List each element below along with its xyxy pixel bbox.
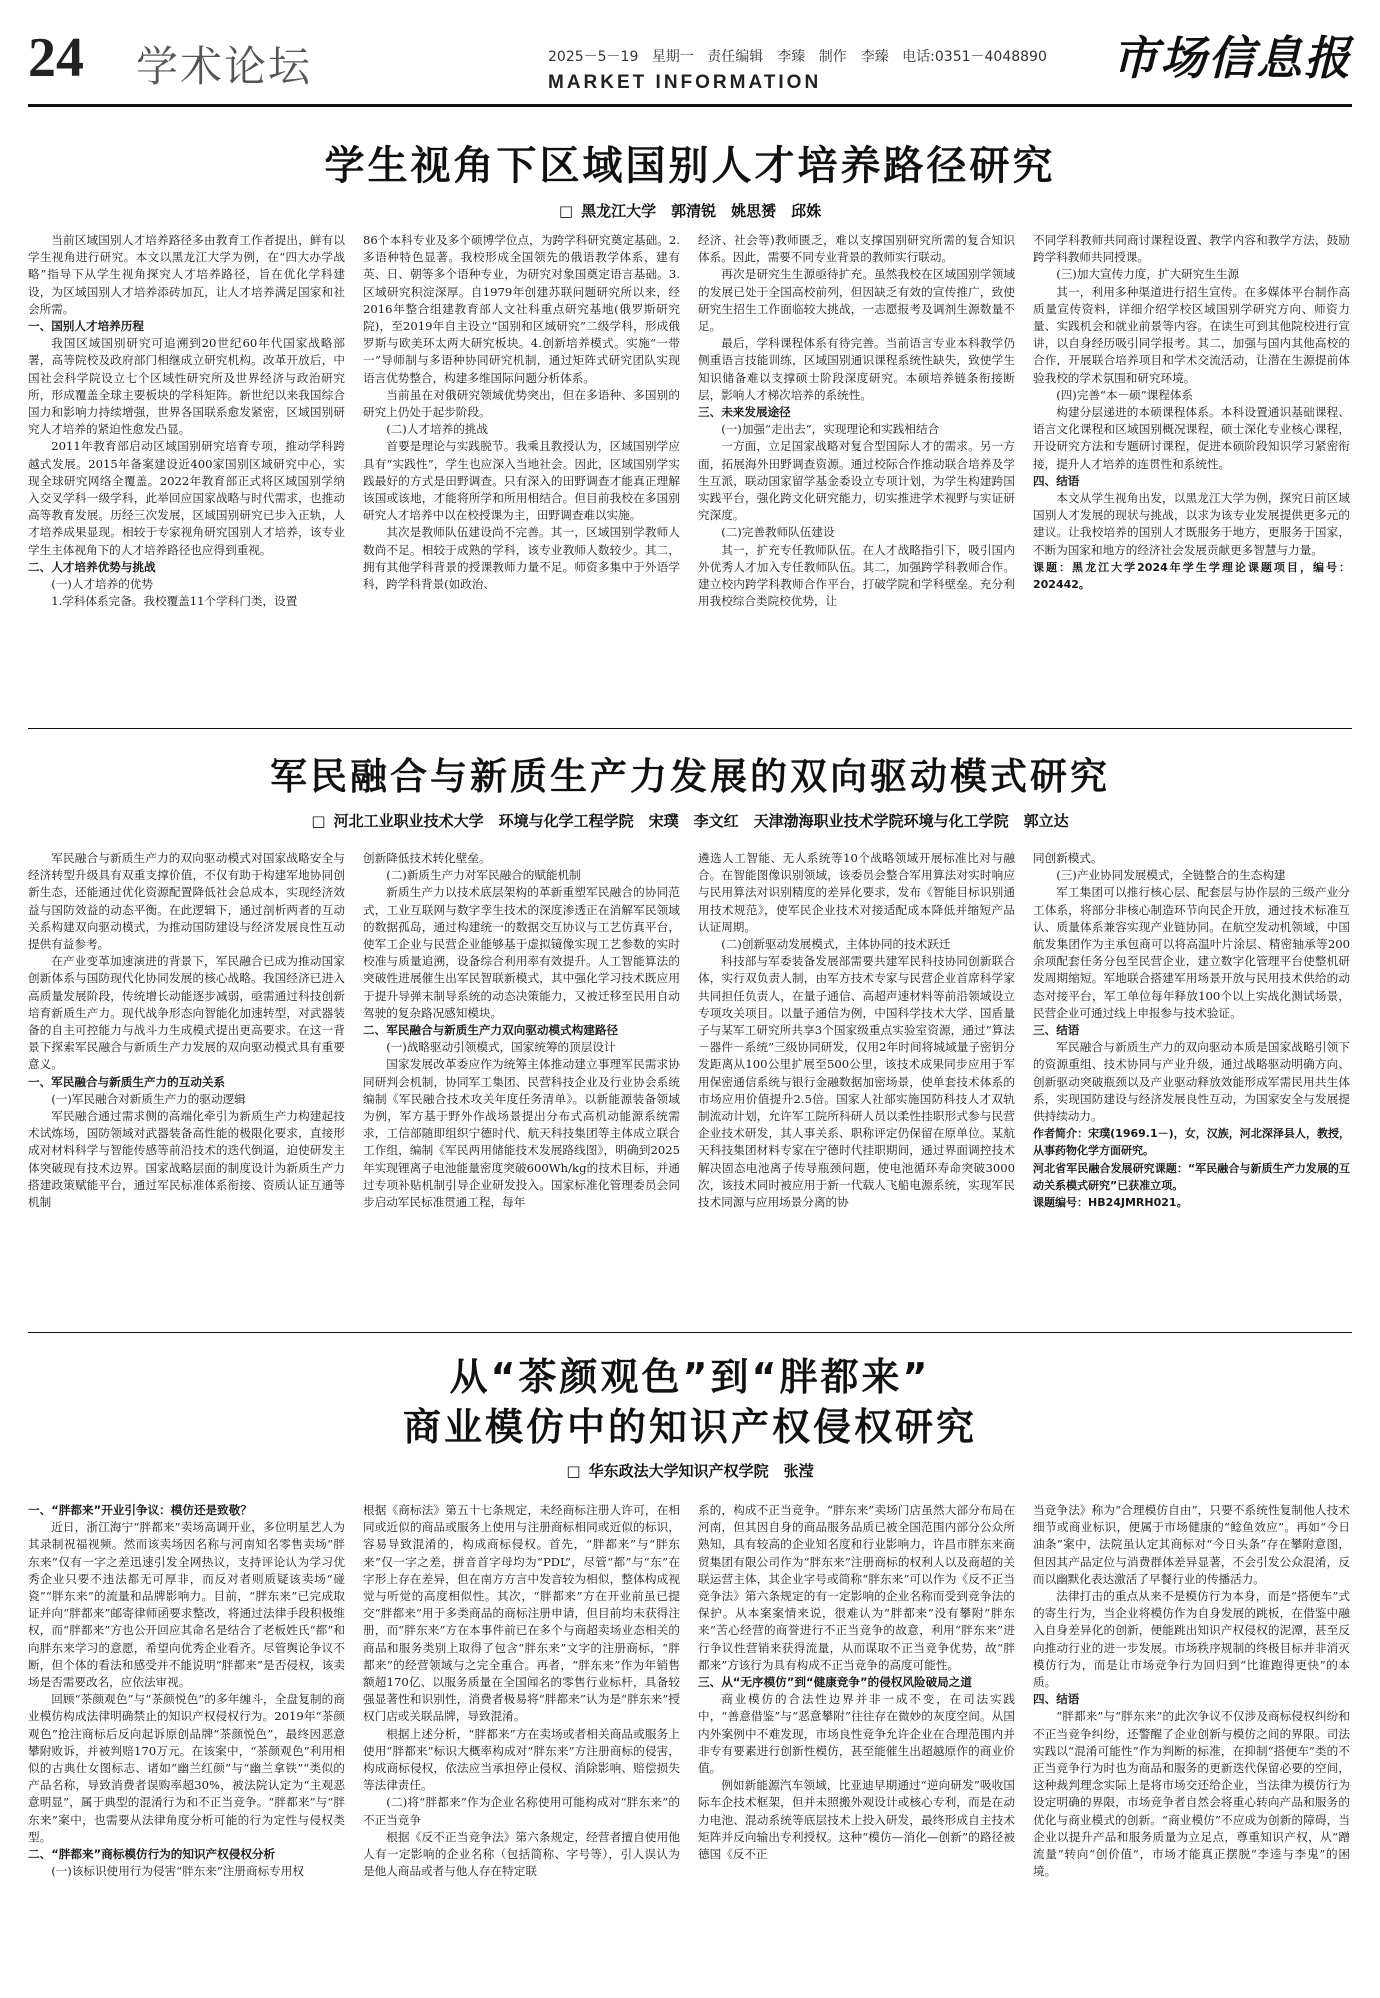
- issue-editor: 责任编辑 李臻: [707, 49, 806, 65]
- body-paragraph: (二)将“胖都来”作为企业名称使用可能构成对“胖东来”的不正当竞争: [363, 1795, 680, 1827]
- body-paragraph: (二)完善教师队伍建设: [721, 525, 835, 540]
- article-note: 课题编号：HB24JMRH021。: [1033, 1196, 1188, 1210]
- article-1-byline: [28, 200, 1352, 221]
- masthead: [28, 18, 1352, 102]
- body-paragraph: 近日，浙江海宁“胖都来”卖场高调开业，多位明星艺人为其录制祝福视频。然而该卖场因名称与河南知名零售卖场“胖东来”仅有一字之差迅速引发全网热议，支持评论认为学习优秀企业只要不违法都无可厚非，而反对者则质疑该卖场“碰瓷”“胖东来”的流量和品牌影响力。目前，“胖东来”已完成取证并向“胖都来”邮寄律师函要求整改，将通过法律手段积极维权，而“胖都来”方也公开回应其命名是结合了老板姓氏“都”和向胖东来学习的意愿，希望向优秀企业看齐。尽管舆论争议不断，但个体的看法和感受并不能说明“胖都来”是否侵权，该卖场是否需要改名，应依法审视。: [28, 1520, 345, 1690]
- body-paragraph: 在产业变革加速演进的背景下，军民融合已成为推动国家创新体系与国防现代化协同发展的核心战略。我国经济已进入高质量发展阶段，传统增长动能逐步减弱，亟需通过科技创新培育新质生产力。现代战争形态向智能化加速转型，对武器装备的自主可控能力与战斗力生成模式提出更高要求。在这一背景下探索军民融合与新质生产力发展的双向驱动模式具有重要意义。: [28, 954, 345, 1072]
- body-paragraph: 新质生产力以技术底层架构的革新重塑军民融合的协同范式，工业互联网与数字孪生技术的深度渗透正在消解军民领域的数据孤岛，通过构建统一的数据交互协议与工艺仿真平台，使军工企业与民营企业能够基于虚拟镜像实现工艺参数的实时校准与质量追溯，设备综合利用率有效提升。人工智能算法的突破性进展催生出军民智联新模式，其中强化学习技术既应用于提升导弹末制导系统的动态决策能力，又被迁移至民用自动驾驶的复杂路况感知模块。: [363, 885, 680, 1020]
- section-title: 学术论坛: [136, 42, 313, 91]
- article-3-column-2: [363, 1502, 680, 1982]
- article-1-column-1: [28, 232, 345, 712]
- article-note: 河北省军民融合发展研究课题：“军民融合与新质生产力发展的互动关系模式研究”已获准立项。: [1033, 1161, 1350, 1192]
- article-1-title: 学生视角下区域国别人才培养路径研究: [324, 143, 1056, 189]
- body-paragraph: 法律打击的重点从来不是模仿行为本身，而是“搭便车”式的寄生行为，当企业将模仿作为自身发展的跳板，在借鉴中融入自身差异化的创新，便能跳出知识产权侵权的泥潭，甚至反向推动行业的进一步发展。市场秩序规制的终极目标并非消灭模仿行为，而是让市场竞争行为回归到“比谁跑得更快”的本质。: [1033, 1589, 1350, 1690]
- body-paragraph: 创新降低技术转化壁垒。: [363, 851, 491, 865]
- byline-marker: □: [558, 202, 574, 220]
- article-3-column-3: [698, 1502, 1015, 1982]
- body-paragraph: 例如新能源汽车领域，比亚迪早期通过“逆向研发”吸收国际车企技术框架，但并未照搬外观设计或核心专利，而是在动力电池、混动系统等底层技术上投入研发，最终形成自主技术矩阵并反向输出专利授权。这种“模仿—消化—创新”的路径被德国《反不正: [698, 1778, 1015, 1862]
- article-divider-2: [28, 1332, 1352, 1333]
- body-paragraph: 再次是研究生生源亟待扩充。虽然我校在区域国别学领域的发展已处于全国高校前列，但因缺乏有效的宣传推广，致使研究生招生工作面临较大挑战，一志愿报考及调剂生源数量不足。: [698, 267, 1015, 334]
- article-note: 课题：黑龙江大学2024年学生学理论课题项目，编号：202442。: [1033, 560, 1350, 592]
- body-paragraph: (三)加大宣传力度，扩大研究生生源: [1056, 267, 1240, 282]
- article-2-column-3: [698, 850, 1015, 1320]
- section-heading: 二、人才培养优势与挑战: [28, 559, 156, 574]
- body-paragraph: 构建分层递进的本硕课程体系。本科设置通识基础课程、语言文化课程和区域国别概况课程，硕士深化专业核心课程，开设研究方法和专题研讨课程，促进本硕阶段知识学习紧密衔接，提升人才培养的连贯性和系统性。: [1033, 405, 1350, 471]
- masthead-divider: [28, 104, 1352, 107]
- body-paragraph: 军民融合与新质生产力的双向驱动本质是国家战略引领下的资源重组、技术协同与产业升级，通过战略驱动明确方向、创新驱动突破瓶颈以及产业驱动释放效能形成军需民用共生体系，实现国防建设与经济发展良性互动，为国家安全与发展提供持续动力。: [1033, 1040, 1350, 1124]
- issue-phone: 电话:0351－4048890: [902, 49, 1047, 65]
- article-1-column-4: [1033, 232, 1350, 712]
- byline-marker: □: [566, 1462, 581, 1480]
- body-paragraph: 1.学科体系完备。我校覆盖11个学科门类，设置: [51, 594, 298, 609]
- article-3: [28, 1352, 1352, 1481]
- article-3-subtitle: 商业模仿中的知识产权侵权研究: [402, 1405, 977, 1449]
- body-paragraph: 不同学科教师共同商讨课程设置、教学内容和教学方法，鼓励跨学科教师共同授课。: [1033, 233, 1350, 265]
- body-paragraph: 系的，构成不正当竞争。“胖东来”卖场门店虽然大部分布局在河南，但其因自身的商品服务品质已被全国范围内部分公众所熟知，具有较高的企业知名度和行业影响力，许昌市胖东来商贸集团有限公司作为“胖东来”注册商标的权利人以及商超的关联运营主体，其企业字号或简称“胖东来”可以作为《反不正当竞争法》第六条规定的有一定影响的企业名称而受到竞争法的保护。从本案案情来说，很难认为“胖都来”没有攀附“胖东来”苦心经营的商誉进行不正当竞争的故意，利用“胖东来”进行争议性营销来获得流量，从而谋取不正当竞争优势，故“胖都来”方该行为具有构成不正当竞争的高度可能性。: [698, 1503, 1015, 1672]
- body-paragraph: 当前虽在对俄研究领域优势突出，但在多语种、多国别的研究上仍处于起步阶段。: [363, 387, 680, 420]
- article-2-title: 军民融合与新质生产力发展的双向驱动模式研究: [270, 755, 1110, 798]
- article-1-authors: 黑龙江大学 郭清锐 姚思赟 邱姝: [581, 202, 822, 220]
- body-paragraph: 回顾“茶颜观色”与“茶颜悦色”的多年缠斗，全盘复制的商业模仿构成法律明确禁止的知识产权侵权行为。2019年“茶颜观色”抢注商标后反向起诉原创品牌“茶颜悦色”，最终因恶意攀附败诉，并被判赔170万元。在该案中，“茶颜观色”利用相似的古典仕女图标志、诸如“幽兰红颜”与“幽兰拿铁”“类似的产品名称，导致消费者误购率超30%，被法院认定为“主观恶意明显”，属于典型的混淆行为和不正当竞争。“胖都来”与“胖东来”案中，也需要从法律角度分析可能的行为定性与侵权类型。: [28, 1692, 345, 1844]
- article-3-body: [28, 1502, 1350, 1982]
- section-heading: 一、“胖都来”开业引争议：模仿还是致敬？: [28, 1503, 252, 1517]
- section-heading: 三、未来发展途径: [698, 405, 791, 420]
- body-paragraph: 我国区域国别研究可追溯到20世纪60年代国家战略部署，高等院校及政府部门相继成立研究机构。改革开放后，中国社会科学院设立七个区域性研究所及世界经济与政治研究所，形成覆盖全球主要板块的学科矩阵。新世纪以来我国综合国力和影响力持续增强，世界各国联系愈发紧密，区域国别研究人才培养的紧迫性愈发凸显。: [28, 336, 345, 437]
- body-paragraph: 86个本科专业及多个硕博学位点，为跨学科研究奠定基础。2.多语种特色显著。我校形成全国领先的俄语教学体系，建有英、日、朝等多个语种专业，为研究对象国奠定语言基础。3.区域研究积淀深厚。自1979年创建苏联问题研究所以来，经2016年整合组建教育部人文社科重点研究基地(俄罗斯研究院)，至2019年自主设立“国别和区域研究”二级学科，形成俄罗斯与欧美环太两大研究板块。4.创新培养模式。实施“一带一”导师制与多语种协同研究机制，通过矩阵式研究团队实现语言优势整合，构建多维国际问题分析体系。: [363, 233, 680, 385]
- body-paragraph: 同创新模式。: [1033, 851, 1103, 865]
- body-paragraph: 国家发展改革委应作为统筹主体推动建立事理军民需求协同研判会机制，协同军工集团、民营科技企业及行业协会系统编制《军民融合技术攻关年度任务清单》。以新能源装备领域为例，军方基于野外作战场景提出分布式高机动能源系统需求，工信部随即组织宁德时代、航天科技集团等主体成立联合工作组，编制《军民两用储能技术发展路线图》，明确到2025年实现锂离子电池能量密度突破600Wh/kg的技术目标，并通过专项补贴机制引导企业研发投入。国家标准化管理委员会同步启动军民标准贯通工程，每年: [363, 1057, 680, 1210]
- body-paragraph: 军民融合与新质生产力的双向驱动模式对国家战略安全与经济转型升级具有双重支撑价值，不仅有助于构建军地协同创新生态，还能通过优化资源配置降低社会总成本，实现经济效益与国防效益的动态平衡。在此逻辑下，通过剖析两者的互动关系构建双向驱动模式，为推动国防建设与经济发展良性互动提供有益参考。: [28, 851, 345, 952]
- body-paragraph: (二)创新驱动发展模式，主体协同的技术跃迁: [721, 937, 951, 952]
- body-paragraph: 当竞争法》称为“合理模仿自由”，只要不系统性复制他人技术细节或商业标识，便属于市场健康的“鲶鱼效应”。再如“今日油条”案中，法院虽认定其商标对“今日头条”存在攀附意图，但因其产品定位与消费群体差异显著，不会引发公众混淆，反而以幽默化表达激活了早餐行业的传播活力。: [1033, 1503, 1350, 1586]
- body-paragraph: 军民融合通过需求侧的高端化牵引为新质生产力构建起技术试炼场，国防领域对武器装备高性能的极限化要求，直接形成对材料科学与智能传感等前沿技术的迭代倒逼，迫使研发主体突破现有技术边界。国家战略层面的制度设计为新质生产力搭建政策赋能平台，通过军民标准体系衔接、资质认证互通等机制: [28, 1109, 345, 1210]
- article-2-byline: [28, 810, 1352, 831]
- body-paragraph: 一方面，立足国家战略对复合型国际人才的需求。另一方面，拓展海外田野调查资源。通过校际合作推动联合培养及学生互派，联动国家留学基金委设立专项计划，为学生构建跨国实践平台，强化跨文化研究能力，切实推进学术视野与实证研究深度。: [698, 439, 1015, 523]
- body-paragraph: (一)加强“走出去”，实现理论和实践相结合: [721, 422, 940, 437]
- body-paragraph: (三)产业协同发展模式，全链整合的生态构建: [1056, 868, 1286, 883]
- article-2-column-2: [363, 850, 680, 1320]
- body-paragraph: 其一，利用多种渠道进行招生宣传。在多媒体平台制作高质量宣传资料，详细介绍学校区域国别学研究方向、师资力量、实践机会和就业前景等内容。在读生可到其他院校进行宣讲，以自身经历吸引同学报考。其二，加强与国内其他高校的合作，开展联合培养项目和学术交流活动，让潜在生源提前体验我校的学术氛围和研究环境。: [1033, 284, 1350, 385]
- section-heading: 二、“胖都来”商标模仿行为的知识产权侵权分析: [28, 1847, 276, 1862]
- section-heading: 二、军民融合与新质生产力双向驱动模式构建路径: [363, 1023, 619, 1038]
- article-1: [28, 140, 1352, 221]
- section-heading: 三、结语: [1033, 1023, 1080, 1038]
- issue-weekday: 星期一: [651, 49, 694, 65]
- article-note: 作者简介：宋璞(1969.1－)，女，汉族，河北深泽县人，教授，从事药物化学方面研究。: [1033, 1127, 1350, 1158]
- article-3-column-1: [28, 1502, 345, 1982]
- body-paragraph: 根据上述分析，“胖都来”方在卖场或者相关商品或服务上使用“胖都来”标识大概率构成对“胖东来”方注册商标的侵害，构成商标侵权，依法应当承担停止侵权、消除影响、赔偿损失等法律责任。: [363, 1726, 680, 1793]
- body-paragraph: 军工集团可以推行核心层、配套层与协作层的三级产业分工体系，将部分非核心制造环节向民企开放，通过技术标准互认、质量体系兼容实现产业链协同。在航空发动机领域，中国航发集团作为主承包商可以将高温叶片涂层、精密轴承等200余项配套任务分包至民营企业，建立数字化管理平台使整机研发周期缩短。军地联合搭建军用场景开放与民用技术供给的动态对接平台，军工单位每年释放100个以上实战化测试场景，民营企业可通过线上申报参与技术验证。: [1033, 885, 1350, 1020]
- article-1-body: [28, 232, 1350, 712]
- article-3-title: 从“茶颜观色”到“胖都来”: [449, 1355, 931, 1399]
- body-paragraph: 其一，扩充专任教师队伍。在人才战略指引下，吸引国内外优秀人才加入专任教师队伍。其二，加强跨学科教师合作。建立校内跨学科教师合作平台，打破学院和学科壁垒。充分利用我校综合类院校优势，让: [698, 542, 1015, 609]
- section-heading: 四、结语: [1033, 1692, 1080, 1707]
- body-paragraph: 首要是理论与实践脱节。我乘且教授认为，区域国别学应具有“实践性”，学生也应深入当地社会。因此，区域国别学实践最好的方式是田野调查。只有深入的田野调查才能真正理解该国或该地，才能将所学和所用相结合。但目前我校在多国别研究人才培养中以在校授课为主，田野调查难以实施。: [363, 439, 680, 523]
- body-paragraph: 根据《商标法》第五十七条规定，未经商标注册人许可，在相同或近似的商品或服务上使用与注册商标相同或近似的标识，容易导致混淆的，构成商标侵权。首先，“胖都来”与“胖东来”仅一字之差，拼音首字母均为“PDL”，尽管“都”与“东”在字形上存在差异，但在南方方言中发音较为相似，整体构成视觉与听觉的高度相似性。其次，“胖都来”方在开业前虽已提交“胖都来”用于多类商品的商标注册申请，但目前均未获得注册，而“胖东来”方在本事件前已在多个与商超卖场业态相关的商品和服务类别上取得了包含“胖东来”文字的注册商标，“胖都来”的经营领域与之完全重合。再者，“胖东来”作为年销售额超170亿、以服务质量在全国闻名的零售行业标杆，具备较强显著性和识别性，消费者极易将“胖都来”认为是“胖东来”授权门店或关联品牌，导致混淆。: [363, 1503, 680, 1724]
- article-3-column-4: [1033, 1502, 1350, 1982]
- article-2-column-4: [1033, 850, 1350, 1320]
- article-3-byline: [28, 1460, 1352, 1481]
- article-2-authors: 河北工业职业技术大学 环境与化学工程学院 宋璞 李文红 天津渤海职业技术学院环境与化工学院 郭立达: [333, 812, 1069, 830]
- body-paragraph: “胖都来”与“胖东来”的此次争议不仅涉及商标侵权纠纷和不正当竞争纠纷，还警醒了企业创新与模仿之间的界限。司法实践以“混淆可能性”作为判断的标准，在抑制“搭便车”类的不正当竞争行为时也为商品和服务的更新迭代保留必要的空间，这种裁判理念实际上是将市场交还给企业，当法律为模仿行为设定明确的界限，市场竞争者自然会将重心转向产品和服务的优化与商业模式的创新。“商业模仿”不应成为创新的障碍，当企业以提升产品和服务质量为立足点，尊重知识产权，从“蹭流量”转向“创价值”，市场才能真正摆脱“李逵与李鬼”的困境。: [1033, 1709, 1350, 1879]
- body-paragraph: (一)该标识使用行为侵害“胖东来”注册商标专用权: [51, 1864, 304, 1879]
- body-paragraph: 商业模仿的合法性边界并非一成不变，在司法实践中，“善意借鉴”与“恶意攀附”往往存在微妙的灰度空间。从国内外案例中不难发现，市场良性竞争允许企业在合理范围内并非专有要素进行创新性模仿，甚至能催生出超越原作的商业价值。: [698, 1692, 1015, 1776]
- article-1-column-2: [363, 232, 680, 712]
- article-2-column-1: [28, 850, 345, 1320]
- section-heading: 四、结语: [1033, 473, 1080, 488]
- article-divider-1: [28, 728, 1352, 729]
- body-paragraph: 其次是教师队伍建设尚不完善。其一，区域国别学教师人数尚不足。相较于成熟的学科，该专业教师人数较少。其二，拥有其他学科背景的授课教师力量不足。师资多集中于外语学科，跨学科背景(如政治、: [363, 525, 680, 592]
- article-1-column-3: [698, 232, 1015, 712]
- body-paragraph: (一)军民融合对新质生产力的驱动逻辑: [51, 1091, 246, 1106]
- body-paragraph: 经济、社会等)教师匮乏，难以支撑国别研究所需的复合知识体系。因此，需要不同专业背景的教师实行联动。: [698, 233, 1015, 265]
- article-2-body: [28, 850, 1350, 1320]
- body-paragraph: (一)战略驱动引领模式，国家统筹的顶层设计: [386, 1040, 616, 1055]
- body-paragraph: (四)完善“本－硕”课程体系: [1056, 387, 1194, 402]
- body-paragraph: (二)新质生产力对军民融合的赋能机制: [386, 868, 581, 883]
- issue-producer: 制作 李臻: [818, 49, 889, 65]
- page-number: 24: [28, 27, 84, 89]
- body-paragraph: (一)人才培养的优势: [51, 577, 153, 592]
- body-paragraph: 本文从学生视角出发，以黑龙江大学为例，探究日前区域国别人才发展的现状与挑战，以求为该专业发展提供更多元的建议。让我校培养的国别人才既服务于地方，更服务于国家，不断为国家和地方的经济社会发展贡献更多智慧与力量。: [1033, 491, 1350, 557]
- body-paragraph: (二)人才培养的挑战: [386, 422, 488, 437]
- article-2: [28, 752, 1352, 831]
- body-paragraph: 科技部与军委装备发展部需要共建军民科技协同创新联合体，实行双负责人制，由军方技术专家与民营企业首席科学家共同担任负责人，在量子通信、高超声速材料等前沿领域设立专项攻关项目。以量子通信为例，中国科学技术大学、国盾量子与某军工研究所共享3个国家级重点实验室资源，通过“算法－器件－系统”三级协同研发，仅用2年时间将城域量子密钥分发距离从100公里扩展至500公里，该技术成果同步应用于军用保密通信系统与银行金融数据加密场景，使单套技术体系的市场应用价值提升2.5倍。国家人社部实施国防科技人才双轨制流动计划，允许军工院所科研人员以柔性挂职形式参与民营企业技术研发，其人事关系、职称评定仍保留在原单位。某航天科技集团材料专家在宁德时代挂职期间，通过界面调控技术解决固态电池离子传导瓶颈问题，使电池循环寿命突破3000次，该技术同时被应用于新一代载人飞船电源系统，实现军民技术同源与应用场景分离的协: [698, 954, 1015, 1210]
- body-paragraph: 遴选人工智能、无人系统等10个战略领域开展标准比对与融合。在智能图像识别领域，该委员会整合军用算法对实时响应与民用算法对识别精度的差异化要求，发布《智能目标识别通用技术规范》，使军民企业技术对接适配成本降低并缩短产品认证周期。: [698, 851, 1015, 934]
- section-heading: 三、从“无序模仿”到“健康竞争”的侵权风险破局之道: [698, 1675, 972, 1690]
- issue-info: [548, 46, 1056, 66]
- section-heading: 一、军民融合与新质生产力的互动关系: [28, 1074, 226, 1089]
- body-paragraph: 当前区域国别人才培养路径多由教育工作者提出，鲜有以学生视角进行研究。本文以黑龙江大学为例，在“四大办学战略”指导下从学生视角探究人才培养路径，旨在优化学科建设，为区域国别人才培养添砖加瓦，让人才培养满足国家和社会所需。: [28, 233, 345, 316]
- body-paragraph: 最后，学科课程体系有待完善。当前语言专业本科教学仍侧重语言技能训练，区域国别通识课程系统性缺失，致使学生知识储备难以支撑硕士阶段深度研究。本硕培养链条衔接断层，影响人才梯次培养的系统性。: [698, 336, 1015, 402]
- body-paragraph: 根据《反不正当竞争法》第六条规定，经营者擅自使用他人有一定影响的企业名称（包括简称、字号等），引人误认为是他人商品或者与他人存在特定联: [363, 1829, 680, 1879]
- article-3-authors: 华东政法大学知识产权学院 张滢: [588, 1462, 814, 1480]
- paper-english-name: MARKET INFORMATION: [548, 72, 822, 93]
- paper-logo: 市场信息报: [1112, 31, 1352, 85]
- issue-date: 2025－5－19: [548, 49, 639, 65]
- section-heading: 一、国别人才培养历程: [28, 319, 144, 334]
- byline-marker: □: [311, 812, 326, 830]
- body-paragraph: 2011年教育部启动区域国别研究培育专项，推动学科跨越式发展。2015年备案建设近400家国别区域研究中心，实现全球研究网络全覆盖。2022年教育部正式将区域国别学纳入交叉学科一级学科，此举回应国家战略与时代需求，也推动高等教育发展。历经三次发展，区域国别研究已步入正轨，人才培养成果显现。相较于专家视角研究国别人才培养，该专业学生主体视角下的人才培养路径也应得到重视。: [28, 439, 345, 557]
